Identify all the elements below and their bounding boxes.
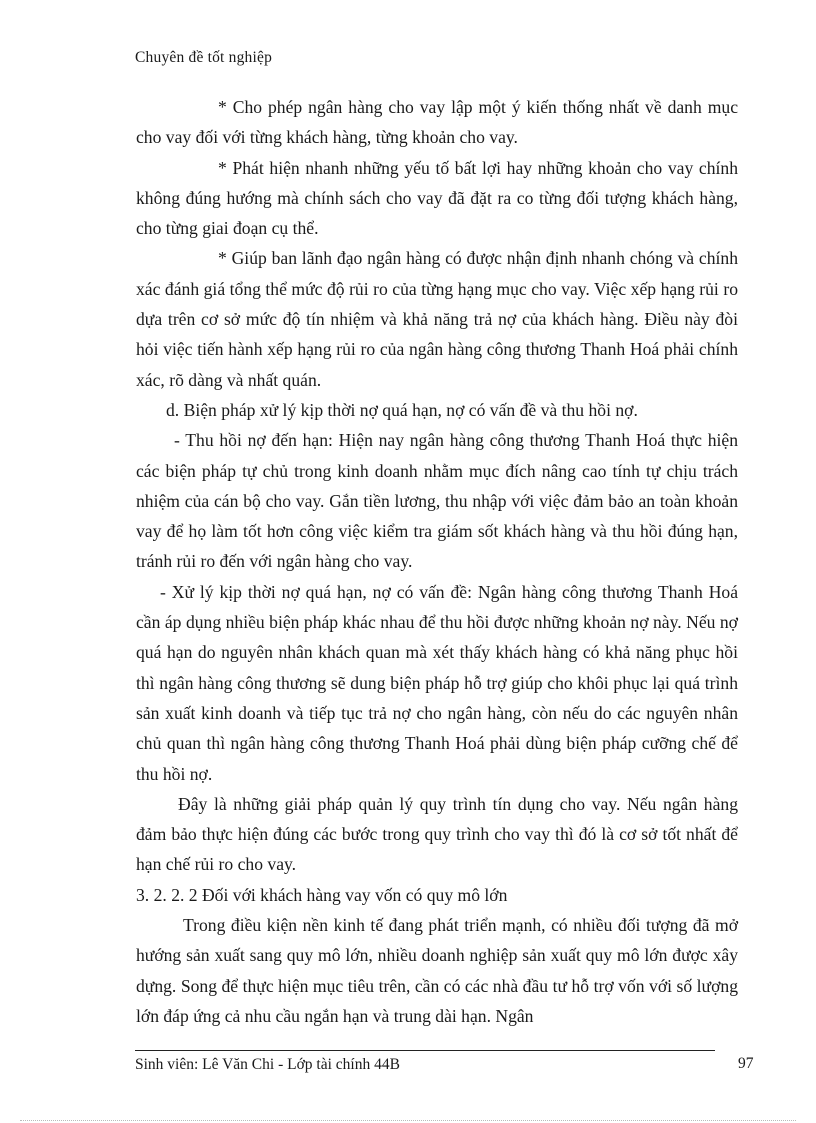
page-bottom-border xyxy=(20,1120,796,1121)
page-header: Chuyên đề tốt nghiệp xyxy=(135,49,273,66)
paragraph-bullet-2: * Phát hiện nhanh những yếu tố bất lợi hay những khoản cho vay chính không đúng hướng mà chính sách cho vay đã đặt ra co từng đối tượng khách hàng, cho từng giai đoạn cụ thể. xyxy=(136,157,738,239)
paragraph-overdue-debt: - Xử lý kịp thời nợ quá hạn, nợ có vấn đề: Ngân hàng công thương Thanh Hoá cần áp dụng nhiều biện pháp khác nhau để thu hồi được những khoản nợ này. Nếu nợ quá hạn do nguyên nhân khách quan mà xét thấy khách hàng có khả năng phục hồi thì ngân hàng công thương sẽ dung biện pháp hỗ trợ giúp cho khôi phục lại quá trình sản xuất kinh doanh và tiếp tục trả nợ cho ngân hàng, còn nếu do các nguyên nhân chủ quan thì ngân hàng công thương Thanh Hoá phải dùng biện pháp cưỡng chế để thu hồi nợ. xyxy=(136,581,738,784)
paragraph-debt-collection: - Thu hồi nợ đến hạn: Hiện nay ngân hàng công thương Thanh Hoá thực hiện các biện pháp tự chủ trong kinh doanh nhằm mục đích nâng cao tính tự chịu trách nhiệm của cán bộ cho vay. Gắn tiền lương, thu nhập với việc đảm bảo an toàn khoản vay để họ làm tốt hơn công việc kiểm tra giám sốt khách hàng và thu hồi đúng hạn, tránh rủi ro đến với ngân hàng cho vay. xyxy=(136,430,738,572)
footer-divider xyxy=(135,1050,715,1051)
document-body xyxy=(136,92,738,1031)
paragraph-bullet-1: * Cho phép ngân hàng cho vay lập một ý kiến thống nhất về danh mục cho vay đối với từng khách hàng, từng khoản cho vay. xyxy=(136,97,738,148)
subsection-heading-d: d. Biện pháp xử lý kịp thời nợ quá hạn, nợ có vấn đề và thu hồi nợ. xyxy=(166,399,638,420)
footer-student-info: Sinh viên: Lê Văn Chi - Lớp tài chính 44B xyxy=(135,1056,400,1073)
paragraph-summary: Đây là những giải pháp quản lý quy trình tín dụng cho vay. Nếu ngân hàng đảm bảo thực hiện đúng các bước trong quy trình cho vay thì đó là cơ sở tốt nhất để hạn chế rủi ro cho vay. xyxy=(136,793,738,875)
section-heading: 3. 2. 2. 2 Đối với khách hàng vay vốn có quy mô lớn xyxy=(136,884,508,905)
page-number: 97 xyxy=(738,1055,754,1072)
paragraph-large-customers: Trong điều kiện nền kinh tế đang phát triển mạnh, có nhiều đối tượng đã mở hướng sản xuất sang quy mô lớn, nhiều doanh nghiệp sản xuất quy mô lớn được xây dựng. Song để thực hiện mục tiêu trên, cần có các nhà đầu tư hỗ trợ vốn với số lượng lớn đáp ứng cả nhu cầu ngắn hạn và trung dài hạn. Ngân xyxy=(136,915,738,1026)
paragraph-bullet-3: * Giúp ban lãnh đạo ngân hàng có được nhận định nhanh chóng và chính xác đánh giá tổng thể mức độ rủi ro của từng hạng mục cho vay. Việc xếp hạng rủi ro dựa trên cơ sở mức độ tín nhiệm và khả năng trả nợ của khách hàng. Điều này đòi hỏi việc tiến hành xếp hạng rủi ro của ngân hàng công thương Thanh Hoá phải chính xác, rõ dàng và nhất quán. xyxy=(136,248,738,390)
